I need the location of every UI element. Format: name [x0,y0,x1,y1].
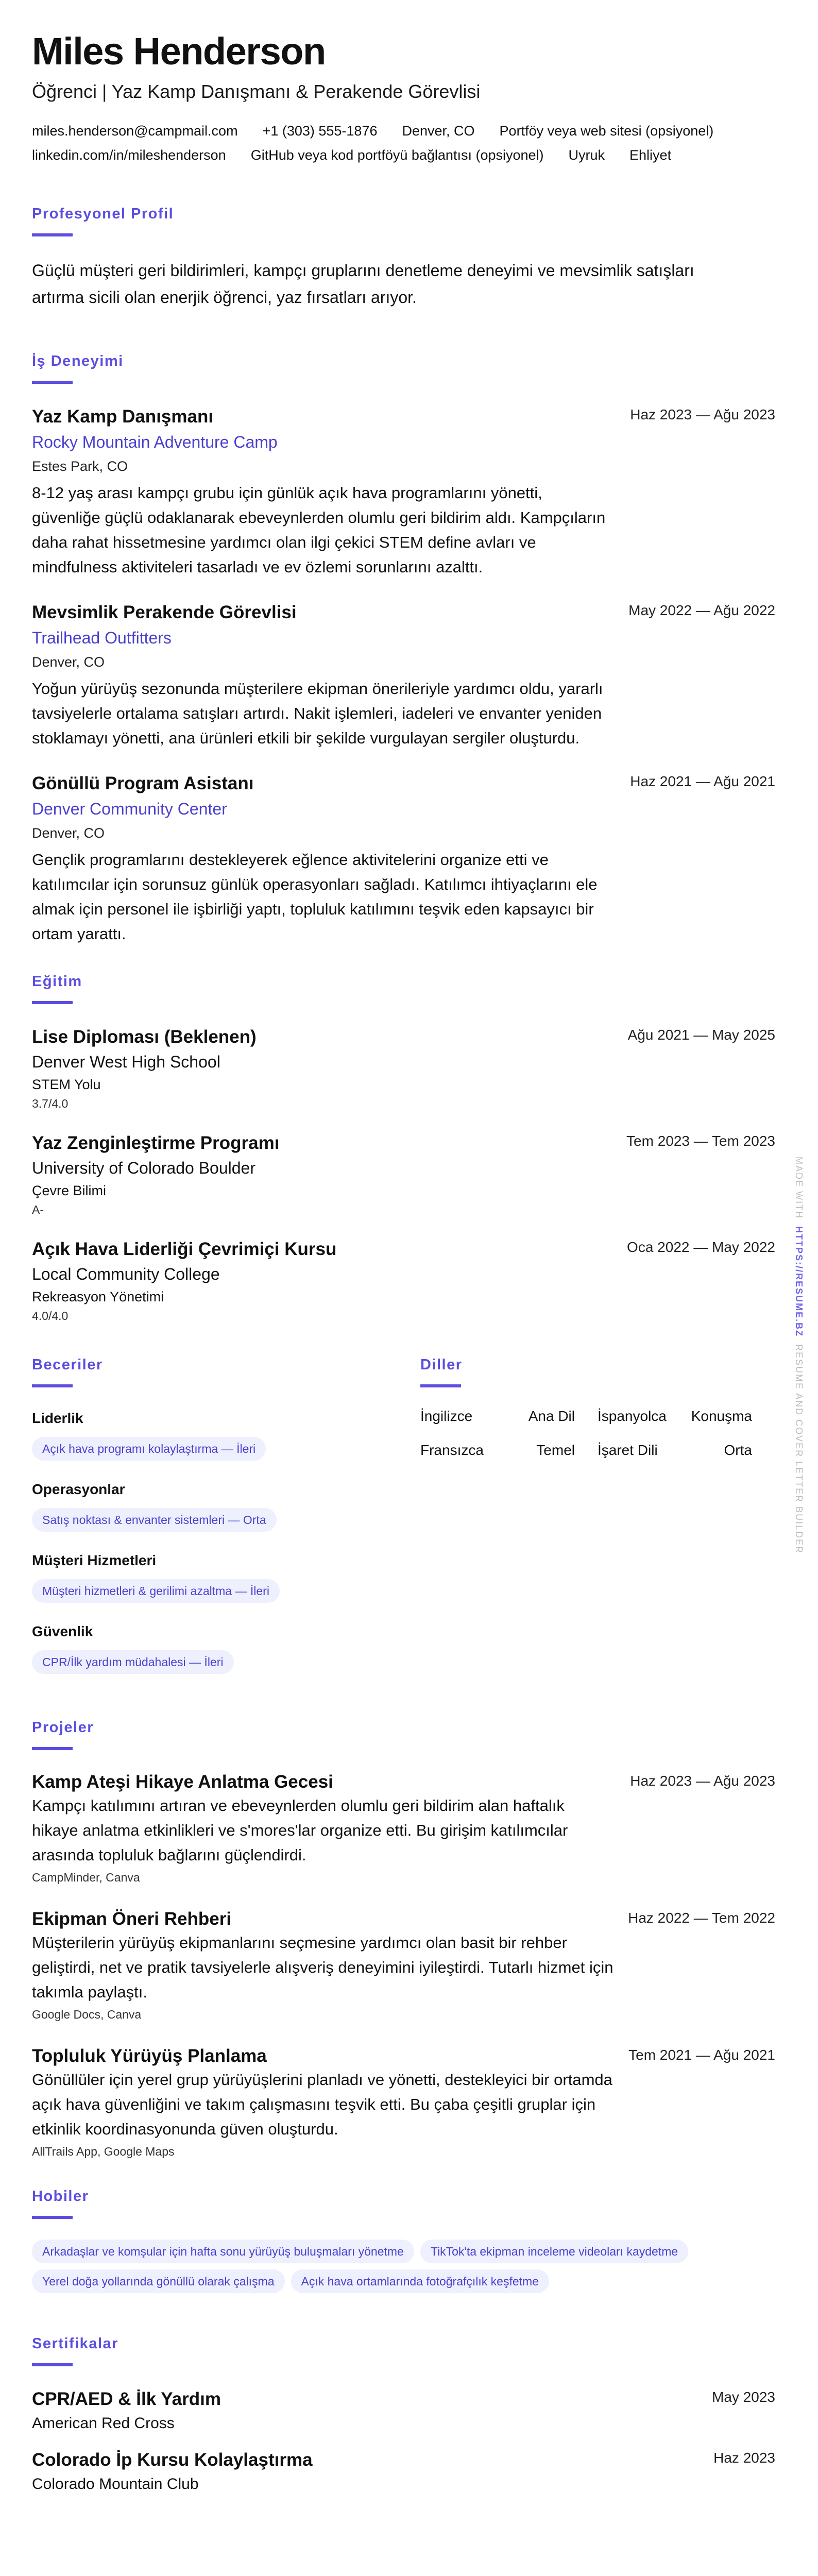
education-item [32,1025,775,1112]
company-name: Rocky Mountain Adventure Camp [32,433,278,451]
hobbies-section [32,2187,775,2293]
job-title: Gönüllü Program Asistanı [32,773,254,793]
contact-email[interactable]: miles.henderson@campmail.com [32,123,238,139]
watermark-prefix: MADE WITH [794,1157,804,1219]
field: Rekreasyon Yönetimi [32,1289,164,1304]
skills-section [32,1355,420,1692]
school: Denver West High School [32,1053,220,1071]
certification-issuer: American Red Cross [32,2415,175,2432]
contact-license: Ehliyet [629,147,672,163]
certification-date: Haz 2023 [713,2450,775,2466]
language-name: İngilizce [420,1408,473,1424]
contact-nationality: Uyruk [568,147,605,163]
skill-pill: Müşteri hizmetleri & gerilimi azaltma — İleri [32,1579,280,1603]
language-level: Orta [724,1442,752,1458]
skill-group [32,1550,420,1603]
job-title: Yaz Kamp Danışmanı [32,406,214,427]
education-date: Oca 2022 — May 2022 [627,1239,775,1255]
language-name: İspanyolca [598,1408,667,1424]
education-date: Tem 2023 — Tem 2023 [626,1133,775,1149]
profile-section [32,205,775,311]
language-item [598,1442,752,1459]
certification-date: May 2023 [712,2389,775,2405]
job-date: Haz 2023 — Ağu 2023 [630,406,775,422]
job-location: Denver, CO [32,654,105,670]
section-title: Eğitim [32,973,82,990]
certification-item [32,2387,775,2435]
project-description: Gönüllüler için yerel grup yürüyüşlerini planladı ve yönetti, destekleyici bir ortamda açık hava güvenliğini ve takım çalışmasını teşvik etti. Bu çaba çeşitli gruplar için etkinlik koordinasyonunda güven oluşturdu. [32,2071,612,2138]
resume-header [32,28,775,163]
certifications-section [32,2334,775,2496]
contact-portfolio[interactable]: Portföy veya web sitesi (opsiyonel) [499,123,714,139]
school: University of Colorado Boulder [32,1159,255,1177]
skill-category: Güvenlik [32,1623,93,1639]
job-date: Haz 2021 — Ağu 2021 [630,773,775,789]
project-tech: CampMinder, Canva [32,1871,140,1884]
experience-item [32,771,775,946]
job-description: Yoğun yürüyüş sezonunda müşterilere ekipman önerileriyle yardımcı oldu, yararlı tavsiyelerle ortalama satışları artırdı. Nakit işlemleri, iadeleri ve envanter yeniden stoklamayı yönetti, ana ürünleri etkili bir şekilde vurgulayan sergiler oluşturdu. [32,680,603,747]
hobby-pill: Açık hava ortamlarında fotoğrafçılık keşfetme [291,2269,549,2293]
field: Çevre Bilimi [32,1183,107,1198]
project-title: Ekipman Öneri Rehberi [32,1909,232,1929]
skill-category: Operasyonlar [32,1481,125,1497]
skill-group [32,1479,420,1532]
gpa: 4.0/4.0 [32,1309,69,1323]
language-item [420,1442,575,1459]
project-item [32,1771,775,1887]
degree: Yaz Zenginleştirme Programı [32,1133,280,1153]
project-date: Haz 2023 — Ağu 2023 [630,1773,775,1789]
language-item [598,1408,752,1425]
certification-name: Colorado İp Kursu Kolaylaştırma [32,2450,313,2470]
section-divider [420,1384,461,1387]
language-name: Fransızca [420,1442,484,1458]
hobby-pill: TikTok'ta ekipman inceleme videoları kaydetme [420,2240,688,2263]
section-title: Sertifikalar [32,2335,118,2352]
job-description: 8-12 yaş arası kampçı grubu için günlük açık hava programlarını yönetti, güvenliğe güçlü odaklanarak ebeveynlerden olumlu geri bildirim aldı. Kampçıların daha rahat hissetmesine yardımcı olan ilgi çekici STEM define avları ve mindfulness aktiviteleri tasarladı ve ev özlemi sorunlarını azalttı. [32,484,606,576]
skills-languages-row [32,1355,775,1692]
section-divider [32,1001,73,1004]
hobby-pill: Yerel doğa yollarında gönüllü olarak çalışma [32,2269,285,2293]
project-item [32,2045,775,2161]
section-title: Profesyonel Profil [32,206,174,222]
project-description: Müşterilerin yürüyüş ekipmanlarını seçmesine yardımcı olan basit bir rehber geliştirdi, net ve pratik tavsiyelerle alışveriş deneyimini iyileştirdi. Tutarlı hizmet için takımla paylaştı. [32,1934,614,2001]
skill-group [32,1621,420,1674]
project-item [32,1908,775,2024]
project-description: Kampçı katılımını artıran ve ebeveynlerden olumlu geri bildirim alan haftalık hikaye anlatma etkinlikleri ve s'mores'lar organize etti. Bu girişim katılımcılar arasında topluluk bağlarını güçlendirdi. [32,1797,568,1864]
section-divider [32,2216,73,2219]
section-divider [32,233,73,236]
job-date: May 2022 — Ağu 2022 [628,602,775,618]
project-tech: Google Docs, Canva [32,2008,142,2021]
education-item [32,1237,775,1325]
project-tech: AllTrails App, Google Maps [32,2145,175,2158]
skill-pill: Açık hava programı kolaylaştırma — İleri [32,1437,266,1461]
candidate-subtitle: Öğrenci | Yaz Kamp Danışmanı & Perakende Görevlisi [32,81,481,102]
company-name: Denver Community Center [32,800,227,818]
gpa: 3.7/4.0 [32,1097,69,1110]
skill-category: Liderlik [32,1410,83,1426]
project-title: Kamp Ateşi Hikaye Anlatma Gecesi [32,1772,333,1792]
contact-phone[interactable]: +1 (303) 555-1876 [262,123,378,139]
watermark-link[interactable]: HTTPS://RESUME.BZ [794,1226,804,1337]
language-level: Temel [536,1442,575,1458]
skill-pill: CPR/İlk yardım müdahalesi — İleri [32,1650,234,1674]
education-item [32,1131,775,1218]
gpa: A- [32,1203,44,1216]
contact-list [32,123,779,163]
job-location: Denver, CO [32,825,105,841]
section-title: Diller [420,1357,463,1373]
certification-issuer: Colorado Mountain Club [32,2476,199,2493]
contact-linkedin[interactable]: linkedin.com/in/mileshenderson [32,147,226,163]
watermark [793,1157,804,1554]
languages-section [420,1355,775,1692]
section-divider [32,1384,73,1387]
contact-github[interactable]: GitHub veya kod portföyü bağlantısı (opsiyonel) [250,147,544,163]
experience-section [32,352,775,946]
degree: Lise Diploması (Beklenen) [32,1027,257,1047]
certification-name: CPR/AED & İlk Yardım [32,2389,221,2409]
job-title: Mevsimlik Perakende Görevlisi [32,602,297,622]
candidate-name: Miles Henderson [32,30,326,73]
field: STEM Yolu [32,1077,101,1092]
education-date: Ağu 2021 — May 2025 [627,1027,775,1043]
project-date: Tem 2021 — Ağu 2021 [628,2047,775,2063]
projects-section [32,1718,775,2161]
section-divider [32,1747,73,1750]
section-divider [32,2363,73,2366]
profile-text: Güçlü müşteri geri bildirimleri, kampçı gruplarını denetleme deneyimi ve mevsimlik satışları artırma sicili olan enerjik öğrenci, yaz fırsatları arıyor. [32,261,694,307]
job-location: Estes Park, CO [32,459,128,474]
language-level: Konuşma [691,1408,752,1424]
skill-group [32,1408,420,1461]
experience-item [32,600,775,751]
experience-item [32,404,775,580]
watermark-suffix: RESUME AND COVER LETTER BUILDER [794,1344,804,1554]
section-divider [32,381,73,384]
project-date: Haz 2022 — Tem 2022 [628,1910,775,1926]
hobby-pill: Arkadaşlar ve komşular için hafta sonu yürüyüş buluşmaları yönetme [32,2240,414,2263]
language-level: Ana Dil [528,1408,575,1424]
section-title: İş Deneyimi [32,353,124,369]
contact-location: Denver, CO [402,123,475,139]
language-name: İşaret Dili [598,1442,658,1458]
section-title: Projeler [32,1719,94,1736]
skill-pill: Satış noktası & envanter sistemleri — Orta [32,1508,277,1532]
education-section [32,972,775,1325]
section-title: Beceriler [32,1357,103,1373]
company-name: Trailhead Outfitters [32,629,172,647]
school: Local Community College [32,1265,220,1283]
skill-category: Müşteri Hizmetleri [32,1552,157,1568]
language-item [420,1408,575,1425]
project-title: Topluluk Yürüyüş Planlama [32,2046,267,2066]
degree: Açık Hava Liderliği Çevrimiçi Kursu [32,1239,337,1259]
job-description: Gençlik programlarını destekleyerek eğlence aktivitelerini organize etti ve katılımcılar için sorunsuz günlük operasyonları sağladı. Katılımcı ihtiyaçlarını ele almak için personel ile işbirliği yaptı, topluluk katılımını teşvik eden kapsayıcı bir ortam yarattı. [32,851,598,943]
section-title: Hobiler [32,2188,89,2205]
certification-item [32,2448,775,2496]
